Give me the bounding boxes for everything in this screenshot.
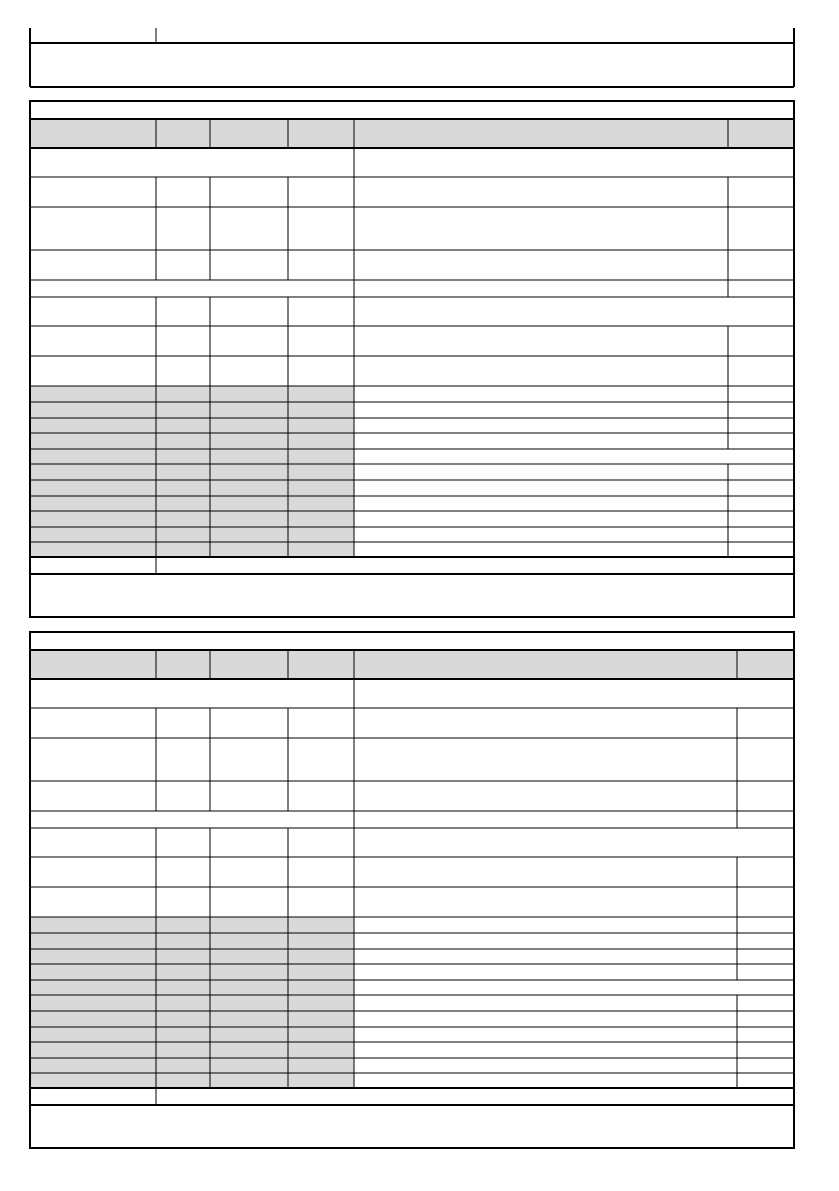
form-2-shaded-row [30,1042,354,1058]
form-1-shaded-row [30,480,354,496]
form-2-shaded-row [30,1027,354,1042]
form-2-shaded-row [30,933,354,949]
form-1-shaded-row [30,464,354,480]
form-2-shaded-row [30,980,354,995]
form-1-shaded-row [30,402,354,418]
form-1-shaded-row [30,496,354,511]
form-2-shaded-row [30,995,354,1011]
form-1-shaded-row [30,433,354,449]
form-1-shaded-row [30,511,354,527]
form-2-shaded-row [30,949,354,964]
form-1-shaded-row [30,542,354,557]
form-2-shaded-row [30,1058,354,1073]
form-1-shaded-row [30,418,354,433]
form-2-shaded-row [30,1073,354,1088]
form-1-shaded-row [30,386,354,402]
form-2-shaded-row [30,917,354,933]
form-1-shaded-row [30,449,354,464]
form-1-shaded-row [30,527,354,542]
form-1-header-band [30,119,794,148]
form-2-header-band [30,650,794,679]
form-2-shaded-row [30,1011,354,1027]
form-2-shaded-row [30,964,354,980]
